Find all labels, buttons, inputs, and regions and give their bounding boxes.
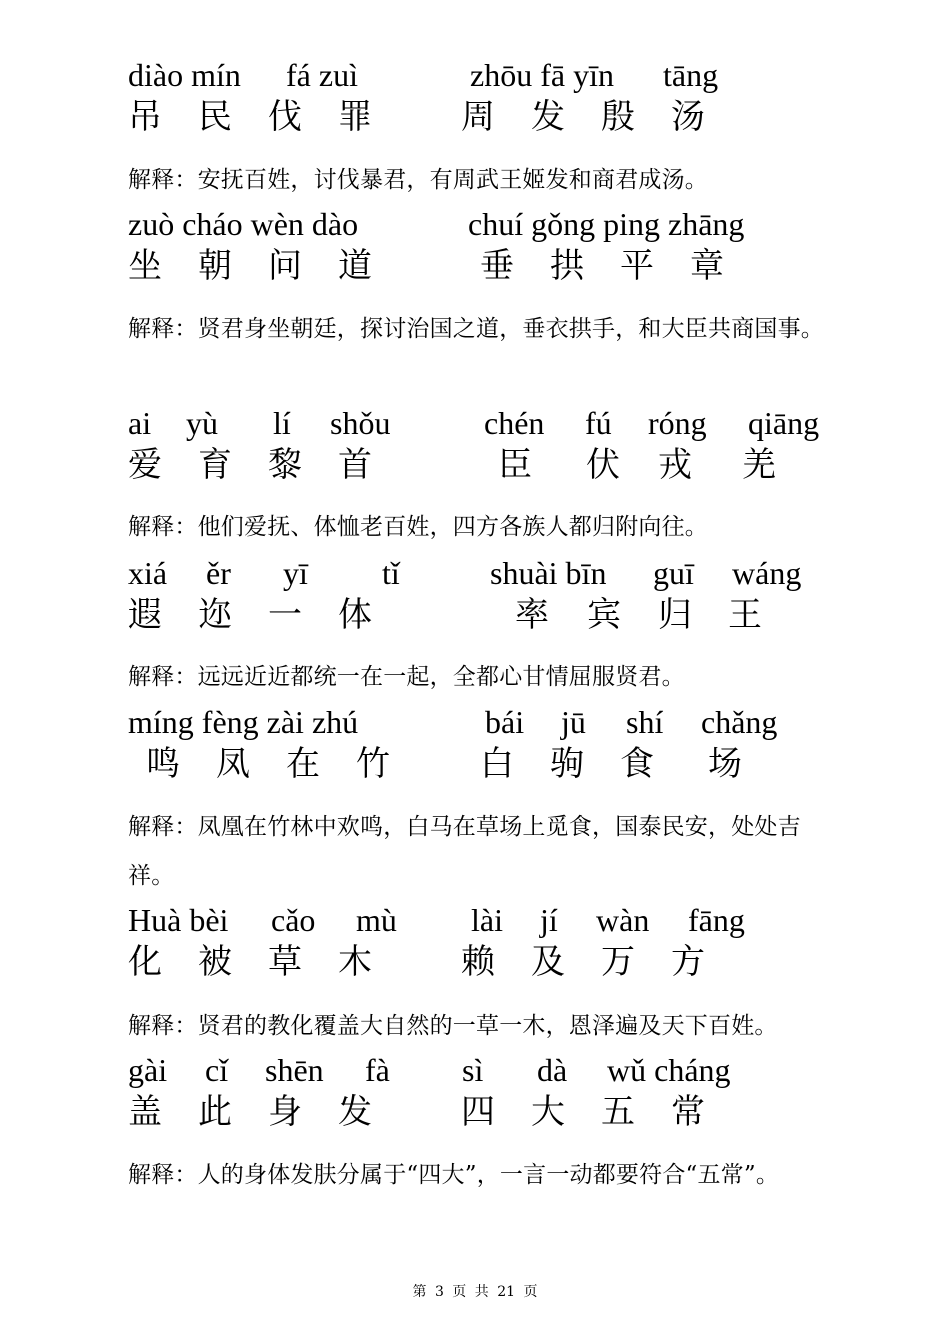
pinyin: bái	[485, 704, 525, 740]
hanzi: 方	[671, 942, 705, 982]
hanzi-line	[128, 443, 848, 487]
pinyin: shǒu	[330, 405, 391, 441]
explanation: 解释：贤君的教化覆盖大自然的一草一木，恩泽遍及天下百姓。	[128, 1013, 778, 1039]
hanzi: 吊	[128, 97, 162, 137]
hanzi: 臣	[498, 445, 532, 485]
hanzi: 伏	[586, 445, 620, 485]
pinyin: gài	[128, 1052, 168, 1088]
pinyin: lí	[273, 405, 291, 441]
pinyin: wàn	[596, 902, 650, 938]
pinyin: míng fèng zài zhú	[128, 704, 359, 740]
hanzi-line	[128, 95, 848, 139]
hanzi-line	[128, 940, 848, 984]
hanzi: 赖	[461, 942, 495, 982]
pinyin: Huà bèi	[128, 902, 229, 938]
hanzi: 坐	[128, 246, 162, 286]
pinyin: yī	[283, 555, 308, 591]
hanzi: 遐	[128, 595, 162, 635]
pinyin: fá zuì	[286, 57, 358, 93]
explanation: 解释：他们爱抚、体恤老百姓，四方各族人都归附向往。	[128, 514, 708, 540]
hanzi: 王	[728, 595, 762, 635]
pinyin: wǔ cháng	[607, 1052, 731, 1088]
hanzi: 常	[671, 1092, 705, 1132]
page-footer: 第 3 页 共 21 页	[412, 1284, 538, 1300]
hanzi: 羌	[742, 445, 776, 485]
pinyin: diào mín	[128, 57, 241, 93]
hanzi-line	[128, 244, 848, 288]
hanzi: 宾	[587, 595, 621, 635]
hanzi: 发	[338, 1092, 372, 1132]
hanzi: 垂	[480, 246, 514, 286]
explanation: 解释：凤凰在竹林中欢鸣，白马在草场上觅食，国泰民安，处处吉祥。	[128, 814, 801, 889]
hanzi: 民	[198, 97, 232, 137]
hanzi: 章	[690, 246, 724, 286]
hanzi: 被	[198, 942, 232, 982]
pinyin: shuài bīn	[490, 555, 607, 591]
pinyin-line	[128, 702, 848, 742]
pinyin: cǎo	[271, 902, 316, 938]
verse-1	[128, 55, 848, 139]
hanzi: 平	[620, 246, 654, 286]
pinyin: shēn	[265, 1052, 324, 1088]
pinyin: yù	[186, 405, 218, 441]
hanzi: 四	[461, 1092, 495, 1132]
pinyin: zuò cháo wèn dào	[128, 206, 359, 242]
hanzi: 五	[601, 1092, 635, 1132]
pinyin: qiāng	[748, 405, 820, 441]
hanzi: 在	[286, 744, 320, 784]
hanzi: 道	[338, 246, 372, 286]
pinyin-line	[128, 900, 848, 940]
hanzi: 戎	[658, 445, 692, 485]
hanzi: 及	[531, 942, 565, 982]
verse-7	[128, 1050, 848, 1134]
hanzi: 此	[198, 1092, 232, 1132]
hanzi: 迩	[198, 595, 232, 635]
pinyin-line	[128, 403, 848, 443]
pinyin: ěr	[206, 555, 231, 591]
pinyin: fú	[585, 405, 612, 441]
pinyin: shí	[626, 704, 664, 740]
pinyin: zhōu fā yīn	[470, 57, 614, 93]
pinyin: dà	[537, 1052, 568, 1088]
hanzi: 草	[268, 942, 302, 982]
pinyin: chén	[484, 405, 545, 441]
hanzi: 首	[338, 445, 372, 485]
hanzi: 殷	[601, 97, 635, 137]
pinyin: róng	[648, 405, 707, 441]
hanzi: 鸣	[146, 744, 180, 784]
hanzi: 食	[620, 744, 654, 784]
verse-4	[128, 553, 848, 637]
hanzi-line	[128, 1090, 848, 1134]
pinyin: chǎng	[701, 704, 778, 740]
pinyin: guī	[653, 555, 694, 591]
hanzi: 场	[708, 744, 742, 784]
hanzi: 黎	[268, 445, 302, 485]
explanation: 解释：贤君身坐朝廷，探讨治国之道，垂衣拱手，和大臣共商国事。	[128, 316, 824, 342]
hanzi: 竹	[356, 744, 390, 784]
pinyin-line	[128, 1050, 848, 1090]
pinyin: mù	[356, 902, 397, 938]
hanzi: 木	[338, 942, 372, 982]
hanzi: 朝	[198, 246, 232, 286]
explanation: 解释：安抚百姓，讨伐暴君，有周武王姬发和商君成汤。	[128, 167, 708, 193]
hanzi: 罪	[338, 97, 372, 137]
pinyin: fà	[365, 1052, 390, 1088]
hanzi: 白	[480, 744, 514, 784]
pinyin-line	[128, 553, 848, 593]
verse-2	[128, 204, 848, 288]
hanzi: 体	[338, 595, 372, 635]
pinyin: xiá	[128, 555, 168, 591]
hanzi: 一	[268, 595, 302, 635]
pinyin: jū	[561, 704, 586, 740]
hanzi: 拱	[550, 246, 584, 286]
hanzi: 汤	[671, 97, 705, 137]
pinyin: lài	[471, 902, 503, 938]
hanzi: 大	[531, 1092, 565, 1132]
hanzi: 凤	[216, 744, 250, 784]
pinyin: fāng	[688, 902, 745, 938]
pinyin: jí	[540, 902, 558, 938]
pinyin: tāng	[663, 57, 719, 93]
explanation: 解释：远远近近都统一在一起，全都心甘情屈服贤君。	[128, 664, 685, 690]
pinyin: cǐ	[205, 1052, 229, 1088]
hanzi-line	[128, 593, 848, 637]
hanzi: 伐	[268, 97, 302, 137]
pinyin: ai	[128, 405, 152, 441]
hanzi: 率	[515, 595, 549, 635]
explanation: 解释：人的身体发肤分属于“四大”，一言一动都要符合“五常”。	[128, 1162, 780, 1188]
hanzi: 盖	[128, 1092, 162, 1132]
hanzi: 身	[268, 1092, 302, 1132]
hanzi: 发	[531, 97, 565, 137]
hanzi: 归	[658, 595, 692, 635]
hanzi: 周	[461, 97, 495, 137]
hanzi: 育	[198, 445, 232, 485]
hanzi: 问	[268, 246, 302, 286]
pinyin: wáng	[732, 555, 802, 591]
hanzi-line	[128, 742, 848, 786]
hanzi: 驹	[550, 744, 584, 784]
pinyin: chuí gǒng ping zhāng	[468, 206, 745, 242]
verse-6	[128, 900, 848, 984]
hanzi: 化	[128, 942, 162, 982]
pinyin-line	[128, 55, 848, 95]
hanzi: 爱	[128, 445, 162, 485]
pinyin: sì	[462, 1052, 484, 1088]
pinyin-line	[128, 204, 848, 244]
pinyin: tǐ	[382, 555, 400, 591]
verse-5	[128, 702, 848, 786]
hanzi: 万	[601, 942, 635, 982]
verse-3	[128, 403, 848, 487]
